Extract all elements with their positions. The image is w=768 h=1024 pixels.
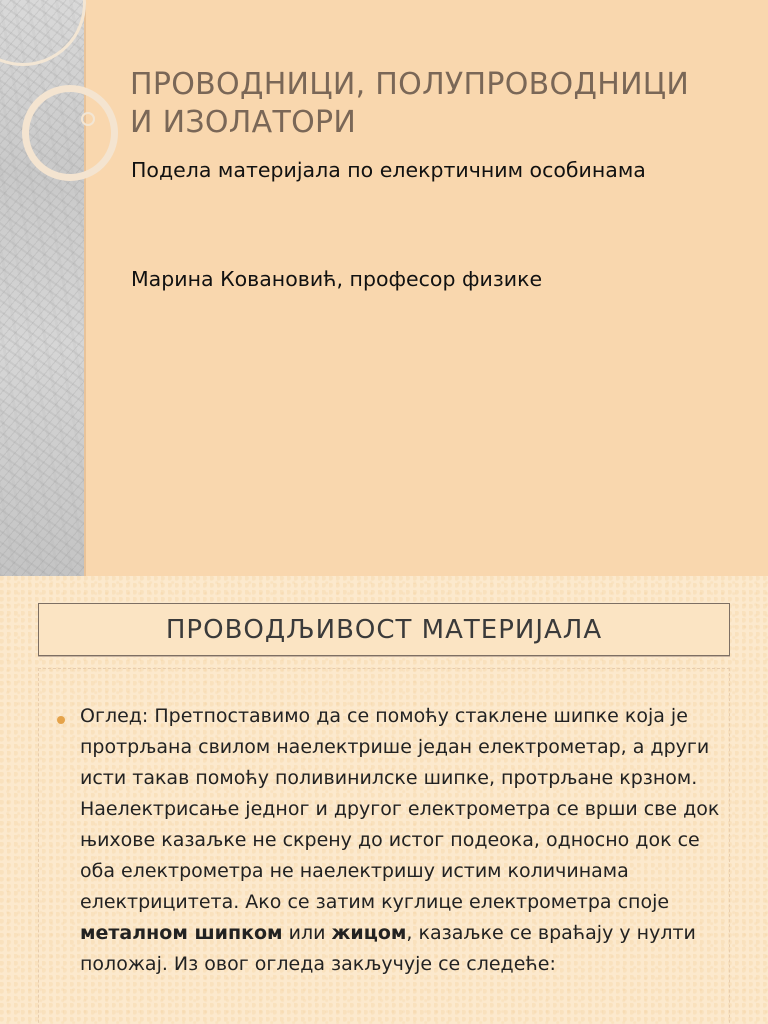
experiment-paragraph [80,701,730,980]
slide-title [130,66,740,142]
author-line: Марина Ковановић, професор физике [131,267,543,291]
slide-subtitle: Подела материјала по елекртичним особинама [131,158,646,182]
slide-title-line1: ПРОВОДНИЦИ, ПОЛУПРОВОДНИЦИ [130,67,690,102]
decorative-ring-large-icon [22,85,118,181]
section-title-box [38,603,730,656]
bullet-dot-icon [57,716,65,724]
section-title: ПРОВОДЉИВОСТ МАТЕРИЈАЛА [165,614,603,645]
paragraph-bold-wire: жицом [331,922,407,944]
paragraph-text-1: Оглед: Претпоставимо да се помоћу стаклене шипке која је протрљана свилом наелектрише један електрометар, а други исти такав помоћу поливинилске шипке, протрљане крзном. Наелектрисање једног и другог електрометра се врши све док њихове казаљке не скрену до истог подеока, односно док се оба електрометра не наелектришу истим количинама електрицитета. Ако се затим куглице електрометра споје [80,705,720,913]
paragraph-text-3: , казаљке се враћају у нулти положај. Из овог огледа закључује се следеће: [80,922,696,975]
content-slide [0,576,768,1024]
paragraph-bold-metal-rod: металном шипком [80,922,283,944]
slide-title-line2: И ИЗОЛАТОРИ [130,105,357,140]
decorative-ring-small-icon [81,112,95,126]
cut-off-next-line [80,1016,140,1024]
paragraph-text-2: или [282,922,332,944]
